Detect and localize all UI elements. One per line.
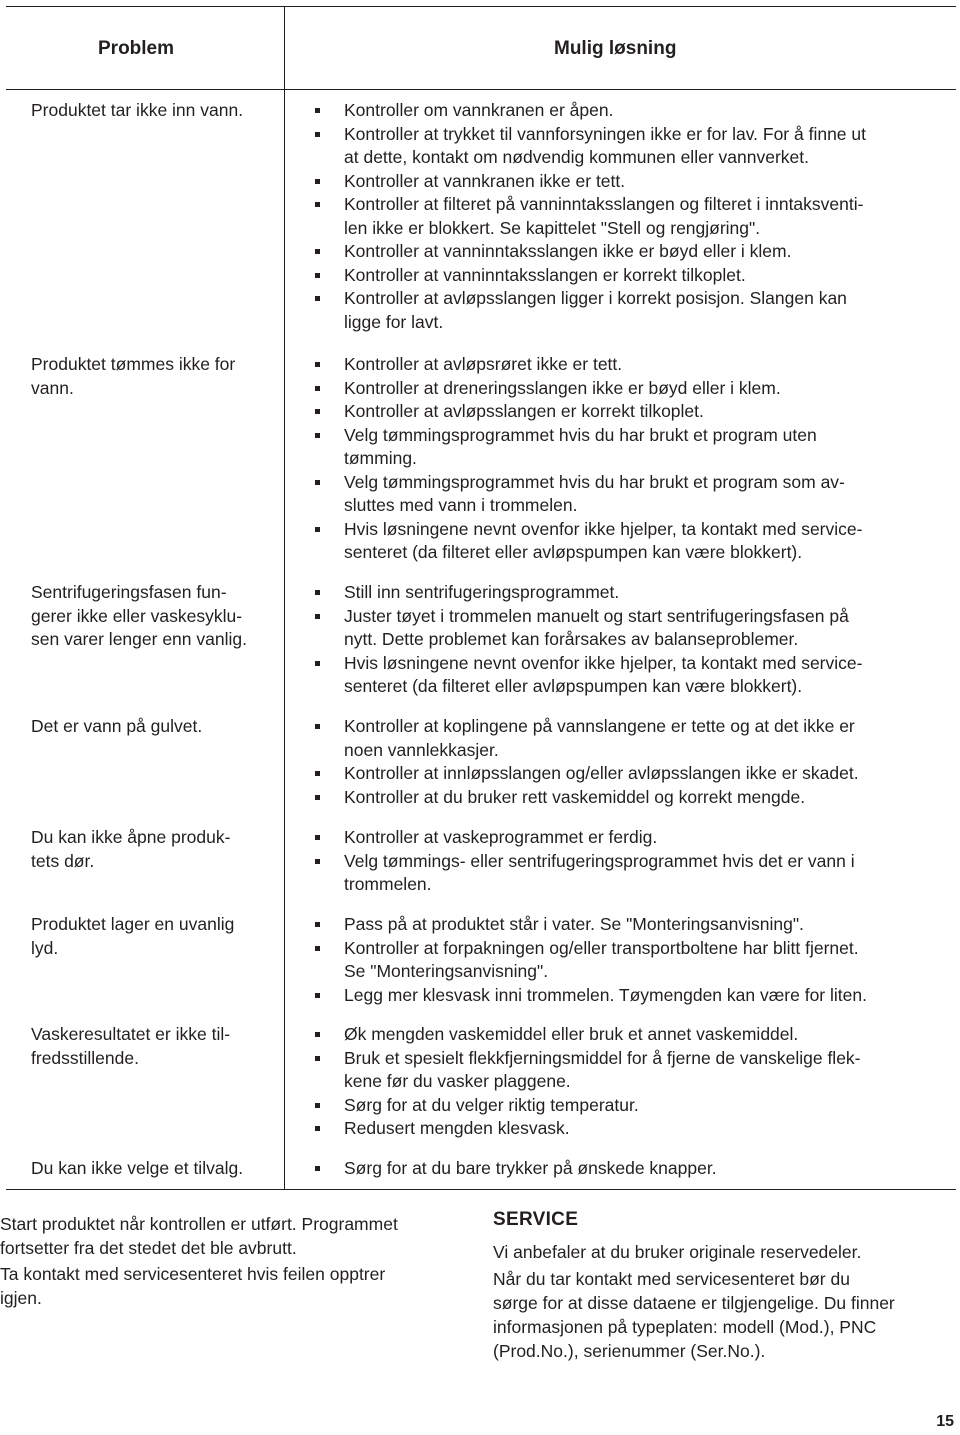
solution-list bbox=[315, 581, 935, 699]
bullet-icon bbox=[315, 202, 320, 207]
list-item: Sørg for at du velger riktig temperatur. bbox=[315, 1094, 935, 1118]
list-item: Kontroller at filteret på vanninntaksslangen og filteret i inntaksventi- len ikke er blokkert. Se kapittelet "Stell og rengjøring". bbox=[315, 193, 935, 240]
service-paragraph: Vi anbefaler at du bruker originale reservedeler. bbox=[493, 1242, 862, 1262]
bullet-icon bbox=[315, 922, 320, 927]
bullet-icon bbox=[315, 1103, 320, 1108]
bullet-icon bbox=[315, 108, 320, 113]
footer-note: Ta kontakt med servicesenteret hvis feilen opptrer igjen. bbox=[0, 1264, 386, 1308]
list-item: Kontroller at vanninntaksslangen er korrekt tilkoplet. bbox=[315, 264, 935, 288]
bullet-icon bbox=[315, 480, 320, 485]
bullet-icon bbox=[315, 835, 320, 840]
bullet-icon bbox=[315, 273, 320, 278]
bullet-icon bbox=[315, 771, 320, 776]
service-paragraph: Når du tar kontakt med servicesenteret bør du sørge for at disse dataene er tilgjengelige. Du finner informasjonen på typeplaten: modell (Mod.), PNC (Prod.No.), serienummer (Ser.No.). bbox=[493, 1269, 895, 1361]
solution-list bbox=[315, 99, 935, 334]
list-item: Kontroller at forpakningen og/eller transportboltene har blitt fjernet. Se "Monteringsanvisning". bbox=[315, 937, 935, 984]
bullet-icon bbox=[315, 132, 320, 137]
list-item: Velg tømmingsprogrammet hvis du har brukt et program som av- sluttes med vann i trommelen. bbox=[315, 471, 935, 518]
bullet-icon bbox=[315, 249, 320, 254]
problem-cell: Det er vann på gulvet. bbox=[31, 716, 203, 736]
bullet-icon bbox=[315, 590, 320, 595]
page-number: 15 bbox=[936, 1413, 954, 1430]
problem-cell: Produktet tar ikke inn vann. bbox=[31, 100, 244, 120]
list-item: Kontroller at vanninntaksslangen ikke er bøyd eller i klem. bbox=[315, 240, 935, 264]
service-heading: SERVICE bbox=[493, 1209, 579, 1230]
list-item: Redusert mengden klesvask. bbox=[315, 1117, 935, 1141]
problem-cell: Produktet tømmes ikke for vann. bbox=[31, 354, 236, 398]
footer-note: Start produktet når kontrollen er utført. Programmet fortsetter fra det stedet det ble avbrutt. bbox=[0, 1214, 398, 1258]
list-item: Juster tøyet i trommelen manuelt og start sentrifugeringsfasen på nytt. Dette problemet kan forårsakes av balanseproblemer. bbox=[315, 605, 935, 652]
list-item: Kontroller om vannkranen er åpen. bbox=[315, 99, 935, 123]
bullet-icon bbox=[315, 527, 320, 532]
bullet-icon bbox=[315, 1032, 320, 1037]
list-item: Kontroller at koplingene på vannslangene er tette og at det ikke er noen vannlekkasjer. bbox=[315, 715, 935, 762]
list-item: Bruk et spesielt flekkfjerningsmiddel for å fjerne de vanskelige flek- kene før du vasker plaggene. bbox=[315, 1047, 935, 1094]
solution-list bbox=[315, 826, 935, 897]
solution-list bbox=[315, 913, 935, 1007]
bullet-icon bbox=[315, 1166, 320, 1171]
bullet-icon bbox=[315, 1056, 320, 1061]
bullet-icon bbox=[315, 409, 320, 414]
header-solution: Mulig løsning bbox=[554, 38, 677, 59]
header-problem: Problem bbox=[98, 38, 175, 59]
list-item: Velg tømmings- eller sentrifugeringsprogrammet hvis det er vann i trommelen. bbox=[315, 850, 935, 897]
list-item: Kontroller at avløpsslangen ligger i korrekt posisjon. Slangen kan ligge for lavt. bbox=[315, 287, 935, 334]
list-item: Pass på at produktet står i vater. Se "Monteringsanvisning". bbox=[315, 913, 935, 937]
list-item: Hvis løsningene nevnt ovenfor ikke hjelper, ta kontakt med service- senteret (da filteret eller avløpspumpen kan være blokkert). bbox=[315, 518, 935, 565]
troubleshooting-table bbox=[6, 6, 956, 1190]
list-item: Velg tømmingsprogrammet hvis du har brukt et program uten tømming. bbox=[315, 424, 935, 471]
solution-list bbox=[315, 1157, 935, 1181]
bullet-icon bbox=[315, 614, 320, 619]
service-section bbox=[493, 1208, 958, 1366]
problem-cell: Produktet lager en uvanlig lyd. bbox=[31, 914, 235, 958]
bullet-icon bbox=[315, 296, 320, 301]
solution-list bbox=[315, 1023, 935, 1141]
list-item: Kontroller at avløpsrøret ikke er tett. bbox=[315, 353, 935, 377]
list-item: Kontroller at dreneringsslangen ikke er bøyd eller i klem. bbox=[315, 377, 935, 401]
problem-cell: Du kan ikke velge et tilvalg. bbox=[31, 1158, 244, 1178]
bullet-icon bbox=[315, 859, 320, 864]
footer-notes bbox=[0, 1212, 470, 1312]
problem-cell: Vaskeresultatet er ikke til- fredsstillende. bbox=[31, 1024, 231, 1068]
list-item: Øk mengden vaskemiddel eller bruk et annet vaskemiddel. bbox=[315, 1023, 935, 1047]
list-item: Sørg for at du bare trykker på ønskede knapper. bbox=[315, 1157, 935, 1181]
solution-list bbox=[315, 715, 935, 809]
bullet-icon bbox=[315, 724, 320, 729]
bullet-icon bbox=[315, 661, 320, 666]
list-item: Kontroller at vaskeprogrammet er ferdig. bbox=[315, 826, 935, 850]
column-divider bbox=[284, 7, 285, 1189]
bullet-icon bbox=[315, 433, 320, 438]
list-item: Kontroller at innløpsslangen og/eller avløpsslangen ikke er skadet. bbox=[315, 762, 935, 786]
list-item: Kontroller at trykket til vannforsyningen ikke er for lav. For å finne ut at dette, kontakt om nødvendig kommunen eller vannverket. bbox=[315, 123, 935, 170]
problem-cell: Sentrifugeringsfasen fun- gerer ikke eller vaskesyklu- sen varer lenger enn vanlig. bbox=[31, 582, 247, 649]
list-item: Hvis løsningene nevnt ovenfor ikke hjelper, ta kontakt med service- senteret (da filteret eller avløpspumpen kan være blokkert). bbox=[315, 652, 935, 699]
bullet-icon bbox=[315, 1126, 320, 1131]
bullet-icon bbox=[315, 179, 320, 184]
header-rule bbox=[6, 89, 956, 90]
list-item: Still inn sentrifugeringsprogrammet. bbox=[315, 581, 935, 605]
list-item: Kontroller at avløpsslangen er korrekt tilkoplet. bbox=[315, 400, 935, 424]
bullet-icon bbox=[315, 795, 320, 800]
list-item: Legg mer klesvask inni trommelen. Tøymengden kan være for liten. bbox=[315, 984, 935, 1008]
solution-list bbox=[315, 353, 935, 565]
bullet-icon bbox=[315, 362, 320, 367]
list-item: Kontroller at vannkranen ikke er tett. bbox=[315, 170, 935, 194]
bullet-icon bbox=[315, 946, 320, 951]
problem-cell: Du kan ikke åpne produk- tets dør. bbox=[31, 827, 231, 871]
list-item: Kontroller at du bruker rett vaskemiddel og korrekt mengde. bbox=[315, 786, 935, 810]
bullet-icon bbox=[315, 993, 320, 998]
bullet-icon bbox=[315, 386, 320, 391]
